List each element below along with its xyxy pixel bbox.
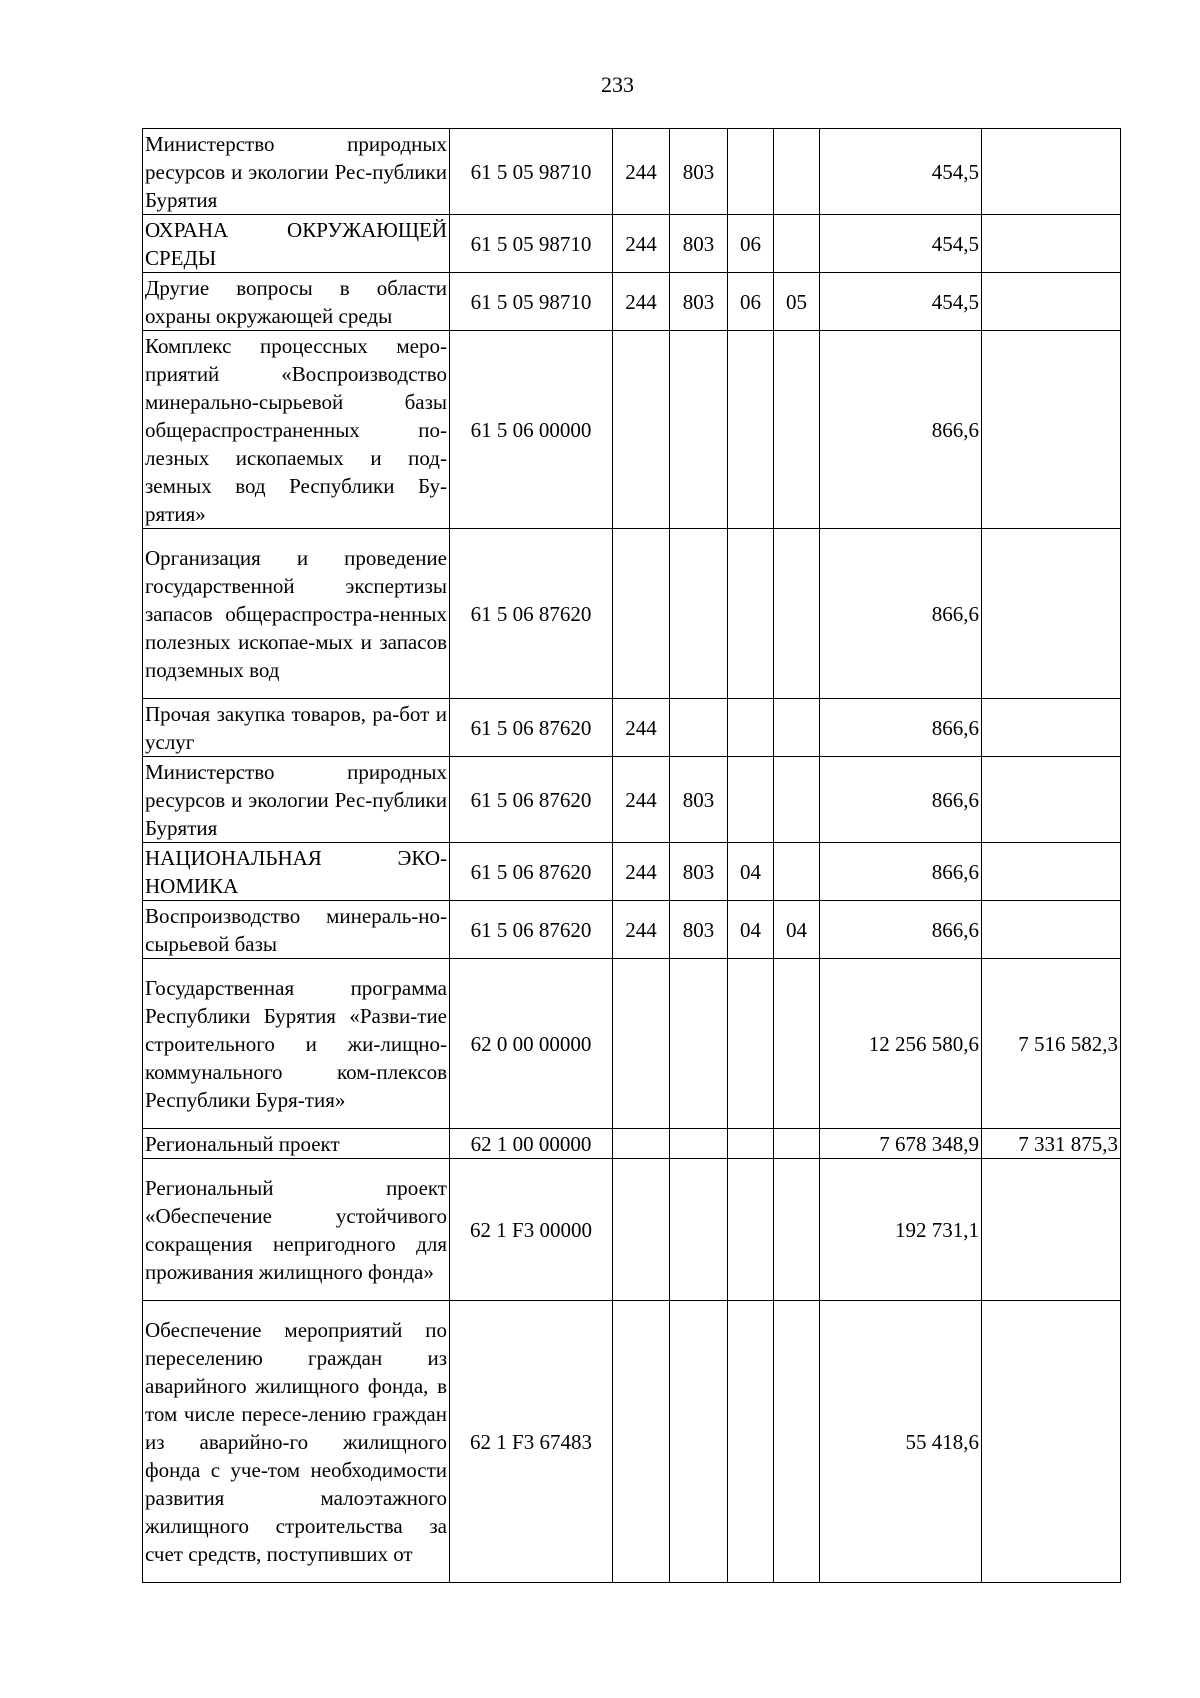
cell-amount-1: 866,6 [820, 757, 982, 843]
cell-subsection [774, 843, 820, 901]
cell-amount-1: 866,6 [820, 331, 982, 529]
cell-grbs [670, 331, 728, 529]
cell-subsection [774, 215, 820, 273]
table-body [143, 129, 1121, 1583]
cell-section: 04 [728, 901, 774, 959]
cell-subsection: 04 [774, 901, 820, 959]
table-row [143, 901, 1121, 959]
cell-section [728, 757, 774, 843]
cell-description: НАЦИОНАЛЬНАЯ ЭКО-НОМИКА [143, 843, 450, 901]
cell-description: Региональный проект «Обеспечение устойчивого сокращения непригодного для проживания жилищного фонда» [143, 1159, 450, 1301]
cell-amount-2 [982, 273, 1121, 331]
cell-target-article: 61 5 05 98710 [450, 129, 613, 215]
cell-description: Комплекс процессных меро-приятий «Воспроизводство минерально-сырьевой базы общераспространенных по-лезных ископаемых и под-земных вод Республики Бу-рятия» [143, 331, 450, 529]
cell-grbs: 803 [670, 215, 728, 273]
cell-amount-2 [982, 843, 1121, 901]
cell-amount-1: 55 418,6 [820, 1301, 982, 1583]
cell-amount-2 [982, 529, 1121, 699]
cell-description: Прочая закупка товаров, ра-бот и услуг [143, 699, 450, 757]
cell-grbs [670, 1159, 728, 1301]
cell-grbs: 803 [670, 843, 728, 901]
table-row [143, 1159, 1121, 1301]
table-row [143, 699, 1121, 757]
cell-subsection [774, 1159, 820, 1301]
table-row [143, 129, 1121, 215]
cell-subsection: 05 [774, 273, 820, 331]
cell-amount-1: 454,5 [820, 273, 982, 331]
cell-expense-type [613, 1301, 670, 1583]
cell-expense-type [613, 331, 670, 529]
table-row [143, 215, 1121, 273]
cell-amount-1: 454,5 [820, 215, 982, 273]
cell-amount-1: 454,5 [820, 129, 982, 215]
cell-expense-type: 244 [613, 699, 670, 757]
cell-expense-type: 244 [613, 273, 670, 331]
cell-amount-2: 7 516 582,3 [982, 959, 1121, 1129]
table-row [143, 959, 1121, 1129]
budget-table [142, 128, 1121, 1583]
cell-target-article: 61 5 06 87620 [450, 901, 613, 959]
cell-section [728, 129, 774, 215]
cell-target-article: 62 1 F3 00000 [450, 1159, 613, 1301]
cell-target-article: 61 5 05 98710 [450, 273, 613, 331]
cell-subsection [774, 699, 820, 757]
cell-description: Организация и проведение государственной экспертизы запасов общераспростра-ненных полезных ископае-мых и запасов подземных вод [143, 529, 450, 699]
cell-amount-1: 12 256 580,6 [820, 959, 982, 1129]
cell-amount-1: 866,6 [820, 843, 982, 901]
cell-section [728, 699, 774, 757]
table-row [143, 1129, 1121, 1159]
cell-subsection [774, 1301, 820, 1583]
table-row [143, 843, 1121, 901]
cell-target-article: 61 5 06 87620 [450, 843, 613, 901]
cell-section [728, 331, 774, 529]
cell-description: Воспроизводство минераль-но-сырьевой базы [143, 901, 450, 959]
table-row [143, 757, 1121, 843]
table-row [143, 273, 1121, 331]
cell-target-article: 61 5 06 87620 [450, 757, 613, 843]
cell-amount-2 [982, 901, 1121, 959]
cell-target-article: 62 1 00 00000 [450, 1129, 613, 1159]
cell-description: Региональный проект [143, 1129, 450, 1159]
cell-target-article: 61 5 06 87620 [450, 699, 613, 757]
cell-expense-type [613, 1129, 670, 1159]
cell-target-article: 61 5 05 98710 [450, 215, 613, 273]
cell-expense-type: 244 [613, 129, 670, 215]
cell-grbs: 803 [670, 273, 728, 331]
cell-grbs [670, 1301, 728, 1583]
cell-target-article: 62 1 F3 67483 [450, 1301, 613, 1583]
cell-amount-2 [982, 1301, 1121, 1583]
cell-expense-type: 244 [613, 901, 670, 959]
cell-description: ОХРАНА ОКРУЖАЮЩЕЙ СРЕДЫ [143, 215, 450, 273]
cell-description: Министерство природных ресурсов и экологии Рес-публики Бурятия [143, 129, 450, 215]
cell-amount-2 [982, 1159, 1121, 1301]
cell-grbs [670, 959, 728, 1129]
cell-description: Другие вопросы в области охраны окружающей среды [143, 273, 450, 331]
cell-amount-1: 866,6 [820, 699, 982, 757]
cell-expense-type: 244 [613, 757, 670, 843]
cell-expense-type: 244 [613, 215, 670, 273]
cell-section [728, 529, 774, 699]
table-row [143, 1301, 1121, 1583]
cell-expense-type [613, 1159, 670, 1301]
cell-subsection [774, 959, 820, 1129]
cell-grbs: 803 [670, 757, 728, 843]
cell-subsection [774, 1129, 820, 1159]
cell-grbs: 803 [670, 129, 728, 215]
cell-description: Обеспечение мероприятий по переселению граждан из аварийного жилищного фонда, в том числе пересе-лению граждан из аварийно-го жилищного фонда с уче-том необходимости развития малоэтажного жилищного строительства за счет средств, поступивших от [143, 1301, 450, 1583]
cell-section [728, 1159, 774, 1301]
cell-section [728, 959, 774, 1129]
table-row [143, 331, 1121, 529]
cell-description: Государственная программа Республики Бурятия «Разви-тие строительного и жи-лищно-коммунального ком-плексов Республики Буря-тия» [143, 959, 450, 1129]
cell-amount-2 [982, 331, 1121, 529]
cell-amount-1: 192 731,1 [820, 1159, 982, 1301]
cell-subsection [774, 331, 820, 529]
cell-target-article: 62 0 00 00000 [450, 959, 613, 1129]
cell-expense-type [613, 529, 670, 699]
cell-section [728, 1129, 774, 1159]
cell-description: Министерство природных ресурсов и экологии Рес-публики Бурятия [143, 757, 450, 843]
cell-amount-2 [982, 129, 1121, 215]
cell-amount-1: 866,6 [820, 901, 982, 959]
cell-target-article: 61 5 06 00000 [450, 331, 613, 529]
cell-section [728, 1301, 774, 1583]
cell-subsection [774, 129, 820, 215]
cell-amount-1: 866,6 [820, 529, 982, 699]
cell-subsection [774, 529, 820, 699]
cell-grbs: 803 [670, 901, 728, 959]
page-number: 233 [601, 72, 634, 97]
cell-grbs [670, 699, 728, 757]
cell-amount-1: 7 678 348,9 [820, 1129, 982, 1159]
cell-expense-type [613, 959, 670, 1129]
table-row [143, 529, 1121, 699]
cell-amount-2 [982, 699, 1121, 757]
cell-section: 06 [728, 215, 774, 273]
cell-amount-2 [982, 757, 1121, 843]
cell-amount-2: 7 331 875,3 [982, 1129, 1121, 1159]
cell-amount-2 [982, 215, 1121, 273]
cell-section: 04 [728, 843, 774, 901]
cell-grbs [670, 1129, 728, 1159]
cell-expense-type: 244 [613, 843, 670, 901]
cell-target-article: 61 5 06 87620 [450, 529, 613, 699]
cell-section: 06 [728, 273, 774, 331]
cell-subsection [774, 757, 820, 843]
cell-grbs [670, 529, 728, 699]
